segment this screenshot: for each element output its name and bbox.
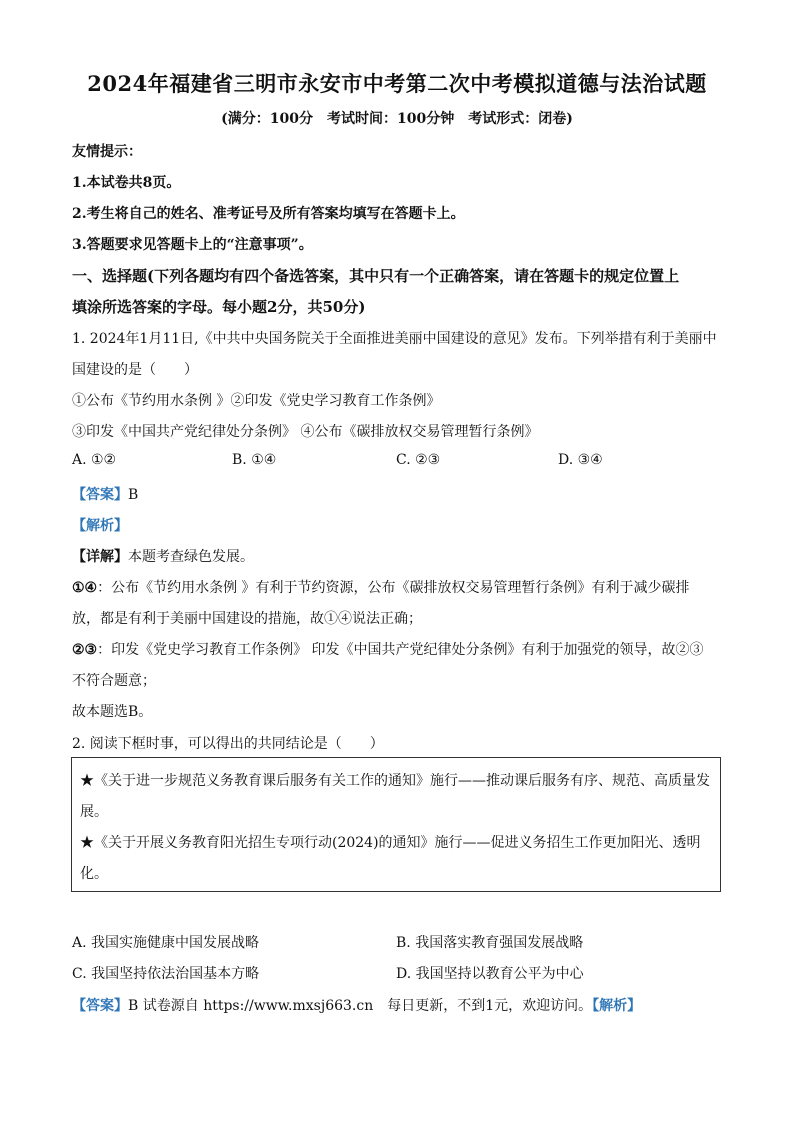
question-item: ③印发《中国共产党纪律处分条例》 ④公布《碳排放权交易管理暂行条例》 bbox=[72, 424, 539, 440]
explanation-tag: ②③ bbox=[72, 642, 98, 658]
question-stem: 1. 2024年1月11日,《中共中央国务院关于全面推进美丽中国建设的意见》发布。下列举措有利于美丽中 bbox=[72, 331, 717, 347]
option-b: B. ①④ bbox=[232, 452, 277, 468]
answer-tag: 【答案】 bbox=[72, 998, 128, 1014]
explanation-text: ：印发《党史学习教育工作条例》 印发《中国共产党纪律处分条例》有利于加强党的领导，故②③ bbox=[97, 642, 704, 658]
option-a: A. 我国实施健康中国发展战略 bbox=[72, 935, 260, 951]
answer-value: B bbox=[128, 998, 139, 1014]
detail-line bbox=[72, 546, 254, 566]
analysis-tag: 【解析】 bbox=[72, 518, 128, 534]
tip-item: 2.考生将自己的姓名、准考证号及所有答案均填写在答题卡上。 bbox=[72, 206, 465, 222]
option-d: D. ③④ bbox=[558, 452, 603, 468]
answer-line bbox=[72, 484, 138, 504]
news-item-cont: 展。 bbox=[80, 804, 108, 820]
detail-tag: 【详解】 bbox=[72, 549, 128, 565]
answer-value: B bbox=[128, 487, 139, 503]
question-stem: 2. 阅读下框时事，可以得出的共同结论是（ ） bbox=[72, 736, 384, 752]
analysis-tag: 【解析】 bbox=[592, 998, 642, 1014]
page-title: 2024年福建省三明市永安市中考第二次中考模拟道德与法治试题 bbox=[87, 71, 707, 96]
news-item: ★《关于开展义务教育阳光招生专项行动(2024)的通知》施行——促进义务招生工作更加阳光、透明 bbox=[80, 835, 701, 851]
answer-tag: 【答案】 bbox=[72, 487, 128, 503]
detail-text: 本题考查绿色发展。 bbox=[128, 549, 254, 565]
option-c: C. ②③ bbox=[396, 452, 441, 468]
exam-info: (满分：100分 考试时间：100分钟 考试形式：闭卷) bbox=[221, 111, 573, 127]
section-heading: 一、选择题(下列各题均有四个备选答案，其中只有一个正确答案，请在答题卡的规定位置上 bbox=[72, 267, 680, 285]
tips-heading: 友情提示： bbox=[72, 144, 142, 160]
news-item: ★《关于进一步规范义务教育课后服务有关工作的通知》施行——推动课后服务有序、规范、高质量发 bbox=[80, 773, 710, 789]
explanation-line bbox=[72, 577, 690, 597]
section-heading-cont: 填涂所选答案的字母。每小题2分，共50分) bbox=[72, 298, 366, 316]
option-b: B. 我国落实教育强国发展战略 bbox=[396, 935, 584, 951]
explanation-text: ：公布《节约用水条例 》有利于节约资源，公布《碳排放权交易管理暂行条例》有利于减少碳排 bbox=[97, 580, 690, 596]
explanation-cont: 放，都是有利于美丽中国建设的措施，故①④说法正确； bbox=[72, 611, 422, 627]
answer-line bbox=[72, 995, 641, 1015]
question-item: ①公布《节约用水条例 》②印发《党史学习教育工作条例》 bbox=[72, 393, 441, 409]
option-a: A. ①② bbox=[72, 452, 117, 468]
option-d: D. 我国坚持以教育公平为中心 bbox=[396, 966, 584, 982]
option-c: C. 我国坚持依法治国基本方略 bbox=[72, 966, 260, 982]
question-stem-cont: 国建设的是（ ） bbox=[72, 362, 198, 378]
tip-item: 1.本试卷共8页。 bbox=[72, 175, 181, 191]
explanation-line bbox=[72, 639, 704, 659]
tip-item: 3.答题要求见答题卡上的“注意事项”。 bbox=[72, 237, 313, 253]
explanation-cont: 不符合题意； bbox=[72, 673, 156, 689]
footer-note: 试卷源自 https://www.mxsj663.cn 每日更新，不到1元，欢迎访问。 bbox=[142, 998, 593, 1014]
explanation-tag: ①④ bbox=[72, 580, 98, 596]
conclusion: 故本题选B。 bbox=[72, 704, 153, 720]
news-item-cont: 化。 bbox=[80, 866, 108, 882]
